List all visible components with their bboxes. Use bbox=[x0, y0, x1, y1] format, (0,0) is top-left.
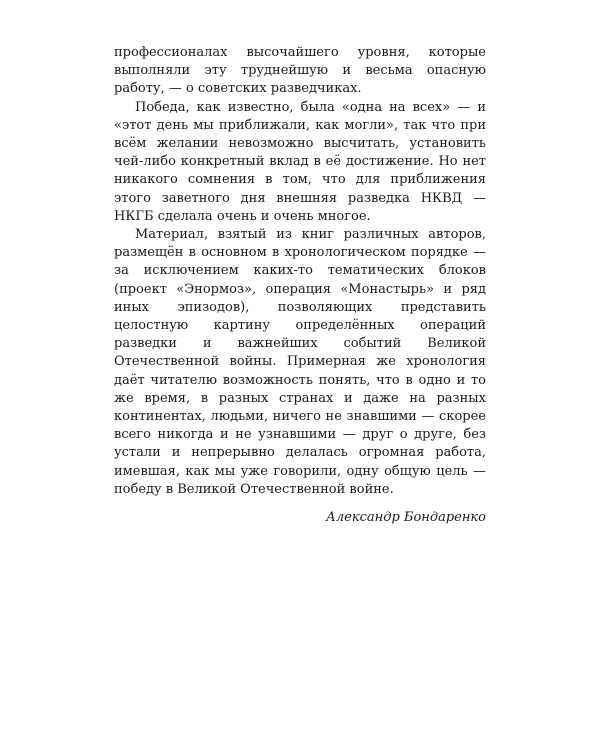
paragraph-continuation: профессионалах высочайшего уровня, которые выполняли эту труднейшую и весьма опасную работу, — о советских разведчиках. bbox=[114, 45, 486, 97]
author-signature: Александр Бондаренко bbox=[326, 510, 486, 526]
paragraph-victory: Победа, как известно, была «одна на всех» — и «этот день мы приближали, как могли», так что при всём желании невозможно высчитать, установить чей-либо конкретный вклад в её достижение. Но нет никакого сомнения в том, что для приближения этого заветного дня внешняя разведка НКВД — НКГБ сделала очень и очень многое. bbox=[114, 99, 486, 224]
body-text bbox=[114, 44, 486, 527]
paragraph-material: Материал, взятый из книг различных авторов, размещён в основном в хронологическом порядке — за исключением каких-то тематических блоков (проект «Энормоз», операция «Монастырь» и ряд иных эпизодов), позволяющих представить целостную картину определённых операций разведки и важнейших событий Великой Отечественной войны. Примерная же хронология даёт читателю возможность понять, что в одно и то же время, в разных странах и даже на разных континентах, людьми, ничего не знавшими — скорее всего никогда и не узнавшими — друг о друге, без устали и непрерывно делалась огромная работа, имевшая, как мы уже говорили, одну общую цель — победу в Великой Отечественной войне. bbox=[114, 227, 486, 497]
